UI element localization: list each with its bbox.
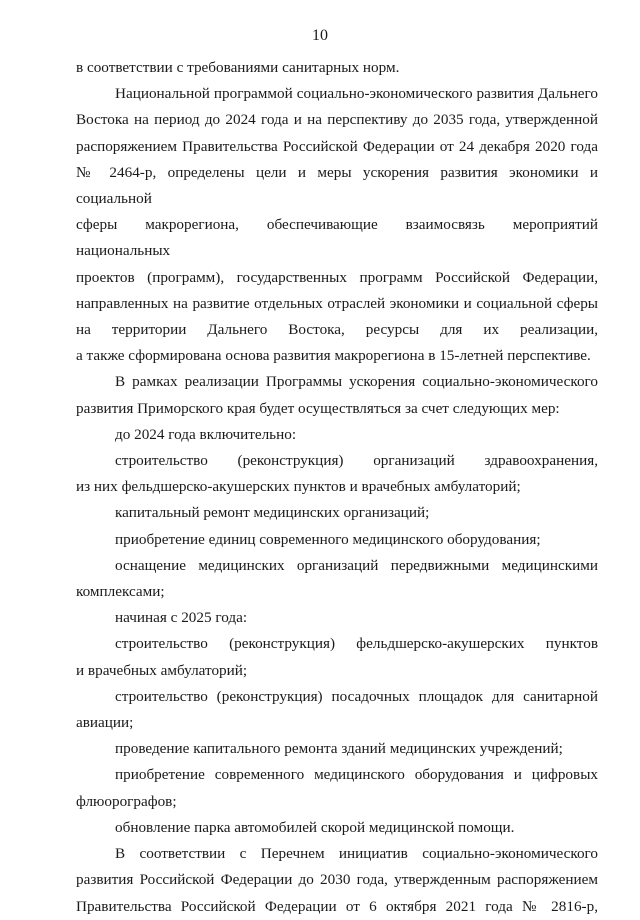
text-line: приобретение современного медицинского оборудования и цифровых: [115, 766, 598, 784]
text-line: и врачебных амбулаторий;: [76, 661, 248, 679]
text-line: на территории Дальнего Востока, ресурсы для их реализации,: [76, 321, 598, 339]
text-line: обновление парка автомобилей скорой медицинской помощи.: [115, 818, 515, 836]
text-line: развития Российской Федерации до 2030 года, утвержденным распоряжением: [76, 871, 598, 889]
text-line: Национальной программой социально-экономического развития Дальнего: [115, 85, 598, 103]
paragraph-11: [76, 736, 598, 762]
paragraph-14: [76, 841, 598, 920]
text-line: строительство (реконструкция) организаций здравоохранения,: [115, 452, 598, 470]
text-line: В рамках реализации Программы ускорения социально-экономического: [115, 373, 598, 391]
paragraph-9: [76, 631, 598, 683]
text-line: оснащение медицинских организаций передвижными медицинскими: [115, 556, 598, 574]
text-line: проектов (программ), государственных программ Российской Федерации,: [76, 268, 598, 286]
text-line: флюорографов;: [76, 792, 177, 810]
text-line: начиная с 2025 года:: [115, 609, 248, 627]
text-line: проведение капитального ремонта зданий медицинских учреждений;: [115, 740, 563, 758]
paragraph-1: [76, 81, 598, 369]
paragraph-12: [76, 762, 598, 814]
text-line: из них фельдшерско-акушерских пунктов и врачебных амбулаторий;: [76, 478, 521, 496]
paragraph-4: [76, 448, 598, 500]
text-line: а также сформирована основа развития макрорегиона в 15-летней перспективе.: [76, 347, 591, 365]
text-line: в соответствии с требованиями санитарных норм.: [76, 59, 400, 76]
text-line: строительство (реконструкция) фельдшерско-акушерских пунктов: [115, 635, 598, 653]
text-line: Правительства Российской Федерации от 6 октября 2021 года № 2816-р,: [76, 897, 598, 915]
text-line: распоряжением Правительства Российской Федерации от 24 декабря 2020 года: [76, 137, 598, 155]
text-line: авиации;: [76, 714, 134, 732]
text-line: № 2464-р, определены цели и меры ускорения развития экономики и социальной: [76, 163, 598, 208]
text-line: В соответствии с Перечнем инициатив социально-экономического: [115, 845, 598, 863]
document-body: [76, 55, 598, 920]
paragraph-13: [76, 815, 598, 841]
paragraph-6: [76, 527, 598, 553]
text-line: развития Приморского края будет осуществляться за счет следующих мер:: [76, 399, 560, 417]
text-line: капитальный ремонт медицинских организаций;: [115, 504, 430, 522]
text-line: направленных на развитие отдельных отраслей экономики и социальной сферы: [76, 294, 598, 312]
paragraph-10: [76, 684, 598, 736]
paragraph-5: [76, 500, 598, 526]
paragraph-7: [76, 553, 598, 605]
text-line: строительство (реконструкция) посадочных площадок для санитарной: [115, 687, 598, 705]
text-line: до 2024 года включительно:: [115, 425, 297, 443]
paragraph-0: [76, 55, 598, 81]
paragraph-2: [76, 369, 598, 421]
text-line: приобретение единиц современного медицинского оборудования;: [115, 530, 541, 548]
page-number: 10: [312, 27, 328, 44]
paragraph-8: [76, 605, 598, 631]
paragraph-3: [76, 422, 598, 448]
text-line: комплексами;: [76, 583, 165, 601]
text-line: Востока на период до 2024 года и на перспективу до 2035 года, утвержденной: [76, 111, 598, 129]
text-line: сферы макрорегиона, обеспечивающие взаимосвязь мероприятий национальных: [76, 216, 598, 260]
